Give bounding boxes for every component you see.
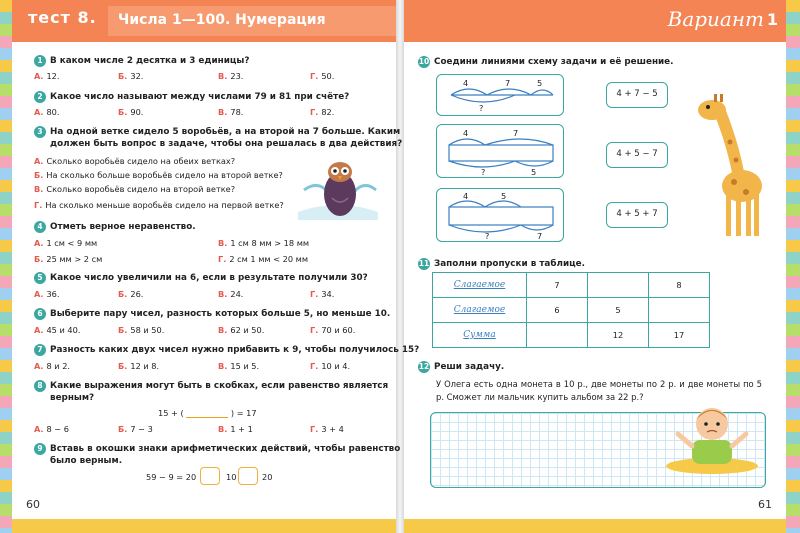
option[interactable]: А. 8 − 6 [34, 424, 69, 434]
option[interactable]: А. 36. [34, 289, 60, 299]
option[interactable]: В. 23. [218, 71, 244, 81]
giraffe-illustration [684, 82, 774, 242]
option[interactable]: Г. 70 и 60. [310, 325, 356, 335]
table-row [433, 298, 710, 323]
table-row [433, 323, 710, 348]
equation-brackets: 15 + ( ) = 17 [158, 408, 257, 418]
equation-a: 59 − 9 = 20 [146, 472, 197, 482]
question-12: 12 Реши задачу. [418, 362, 505, 372]
scheme-2[interactable]: 4 7 ? 5 [436, 124, 564, 178]
left-header [12, 0, 396, 42]
variant-number: 1 [766, 10, 778, 29]
scheme-3[interactable]: 4 5 ? 7 [436, 188, 564, 242]
scheme-1[interactable]: 4 7 5 ? [436, 74, 564, 116]
question-text: Какое число называют между числами 79 и 81 при счёте? [50, 92, 350, 102]
option[interactable]: Г. 34. [310, 289, 335, 299]
option[interactable]: В. 78. [218, 107, 244, 117]
option[interactable]: А. 45 и 40. [34, 325, 81, 335]
table-cell[interactable]: 5 [588, 298, 649, 323]
bottom-band-left [12, 519, 396, 533]
option[interactable]: В. Сколько воробьёв сидело на второй ветке? [34, 184, 236, 194]
option[interactable]: Б. 25 мм > 2 см [34, 254, 103, 264]
solution-2[interactable]: 4 + 5 − 7 [606, 142, 668, 168]
test-label: тест 8. [28, 8, 97, 27]
table-cell[interactable] [588, 273, 649, 298]
option[interactable]: В. 1 см 8 мм > 18 мм [218, 238, 310, 248]
question-9: 9 Вставь в окошки знаки арифметических действий, чтобы равенство было верным. [50, 443, 400, 467]
option[interactable]: Б. 32. [118, 71, 144, 81]
option[interactable]: Г. 3 + 4 [310, 424, 344, 434]
option[interactable]: В. 24. [218, 289, 244, 299]
equation-b: 10 [226, 472, 237, 482]
task-text: У Олега есть одна монета в 10 р., две монеты по 2 р. и две монеты по 5 р. Сможет ли мальчик купить альбом за 22 р.? [436, 379, 762, 402]
table-cell[interactable] [649, 298, 710, 323]
blank-field[interactable] [186, 409, 228, 418]
question-4: 4 Отметь верное неравенство. [50, 221, 196, 233]
option[interactable]: Г. 82. [310, 107, 335, 117]
question-8: 8 Какие выражения могут быть в скобках, если равенство является верным? [50, 380, 388, 404]
table-cell[interactable]: 6 [527, 298, 588, 323]
right-header [404, 0, 786, 42]
variant-label: Вариант [667, 7, 764, 31]
option[interactable]: В. 1 + 1 [218, 424, 253, 434]
question-7: 7 Разность каких двух чисел нужно прибавить к 9, чтобы получилось 15? [50, 344, 419, 356]
option[interactable]: Б. 7 − 3 [118, 424, 153, 434]
solution-3[interactable]: 4 + 5 + 7 [606, 202, 668, 228]
row-label: Слагаемое [433, 273, 527, 298]
equation-c: 20 [262, 472, 273, 482]
question-number: 1 [34, 55, 46, 67]
question-2: 2 Какое число называют между числами 79 и 81 при счёте? [50, 91, 349, 103]
table-cell[interactable] [527, 323, 588, 348]
option[interactable]: Б. 26. [118, 289, 144, 299]
page-number-left: 60 [26, 498, 40, 511]
question-11: 11 Заполни пропуски в таблице. [418, 259, 585, 269]
solution-1[interactable]: 4 + 7 − 5 [606, 82, 668, 108]
option[interactable]: Г. 50. [310, 71, 335, 81]
question-10: 10 Соедини линиями схему задачи и её решение. [418, 57, 674, 67]
option[interactable]: А. 12. [34, 71, 60, 81]
table-row [433, 273, 710, 298]
table-cell[interactable]: 8 [649, 273, 710, 298]
question-text: В каком числе 2 десятка и 3 единицы? [50, 56, 250, 66]
option[interactable]: Б. 90. [118, 107, 144, 117]
question-5: 5 Какое число увеличили на 6, если в результате получили 30? [50, 272, 368, 284]
option[interactable]: Б. 12 и 8. [118, 361, 160, 371]
table-cell[interactable]: 7 [527, 273, 588, 298]
bottom-band-right [404, 519, 786, 533]
page-number-right: 61 [758, 498, 772, 511]
boy-illustration [662, 396, 762, 476]
row-label: Сумма [433, 323, 527, 348]
operator-box[interactable] [200, 467, 220, 485]
question-6: 6 Выберите пару чисел, разность которых больше 5, но меньше 10. [50, 308, 390, 320]
option[interactable]: В. 62 и 50. [218, 325, 265, 335]
option[interactable]: В. 15 и 5. [218, 361, 260, 371]
table-cell[interactable]: 12 [588, 323, 649, 348]
option[interactable]: А. 1 см < 9 мм [34, 238, 98, 248]
option[interactable]: Г. На сколько меньше воробьёв сидело на первой ветке? [34, 200, 284, 210]
option[interactable]: А. Сколько воробьёв сидело на обеих ветках? [34, 156, 236, 166]
option[interactable]: Б. На сколько больше воробьёв сидело на второй ветке? [34, 170, 283, 180]
option[interactable]: А. 80. [34, 107, 60, 117]
test-title: Числа 1—100. Нумерация [118, 12, 326, 28]
operator-box[interactable] [238, 467, 258, 485]
option[interactable]: Б. 58 и 50. [118, 325, 165, 335]
addition-table [432, 272, 710, 348]
option[interactable]: Г. 10 и 4. [310, 361, 351, 371]
question-1 [37, 55, 250, 67]
table-cell[interactable]: 17 [649, 323, 710, 348]
row-label: Слагаемое [433, 298, 527, 323]
option[interactable]: А. 8 и 2. [34, 361, 71, 371]
owl-illustration [298, 150, 378, 220]
question-3: 3 На одной ветке сидело 5 воробьёв, а на второй на 7 больше. Каким должен быть вопрос в задаче, чтобы она решалась в два действия? [50, 126, 402, 150]
option[interactable]: Г. 2 см 1 мм < 20 мм [218, 254, 309, 264]
